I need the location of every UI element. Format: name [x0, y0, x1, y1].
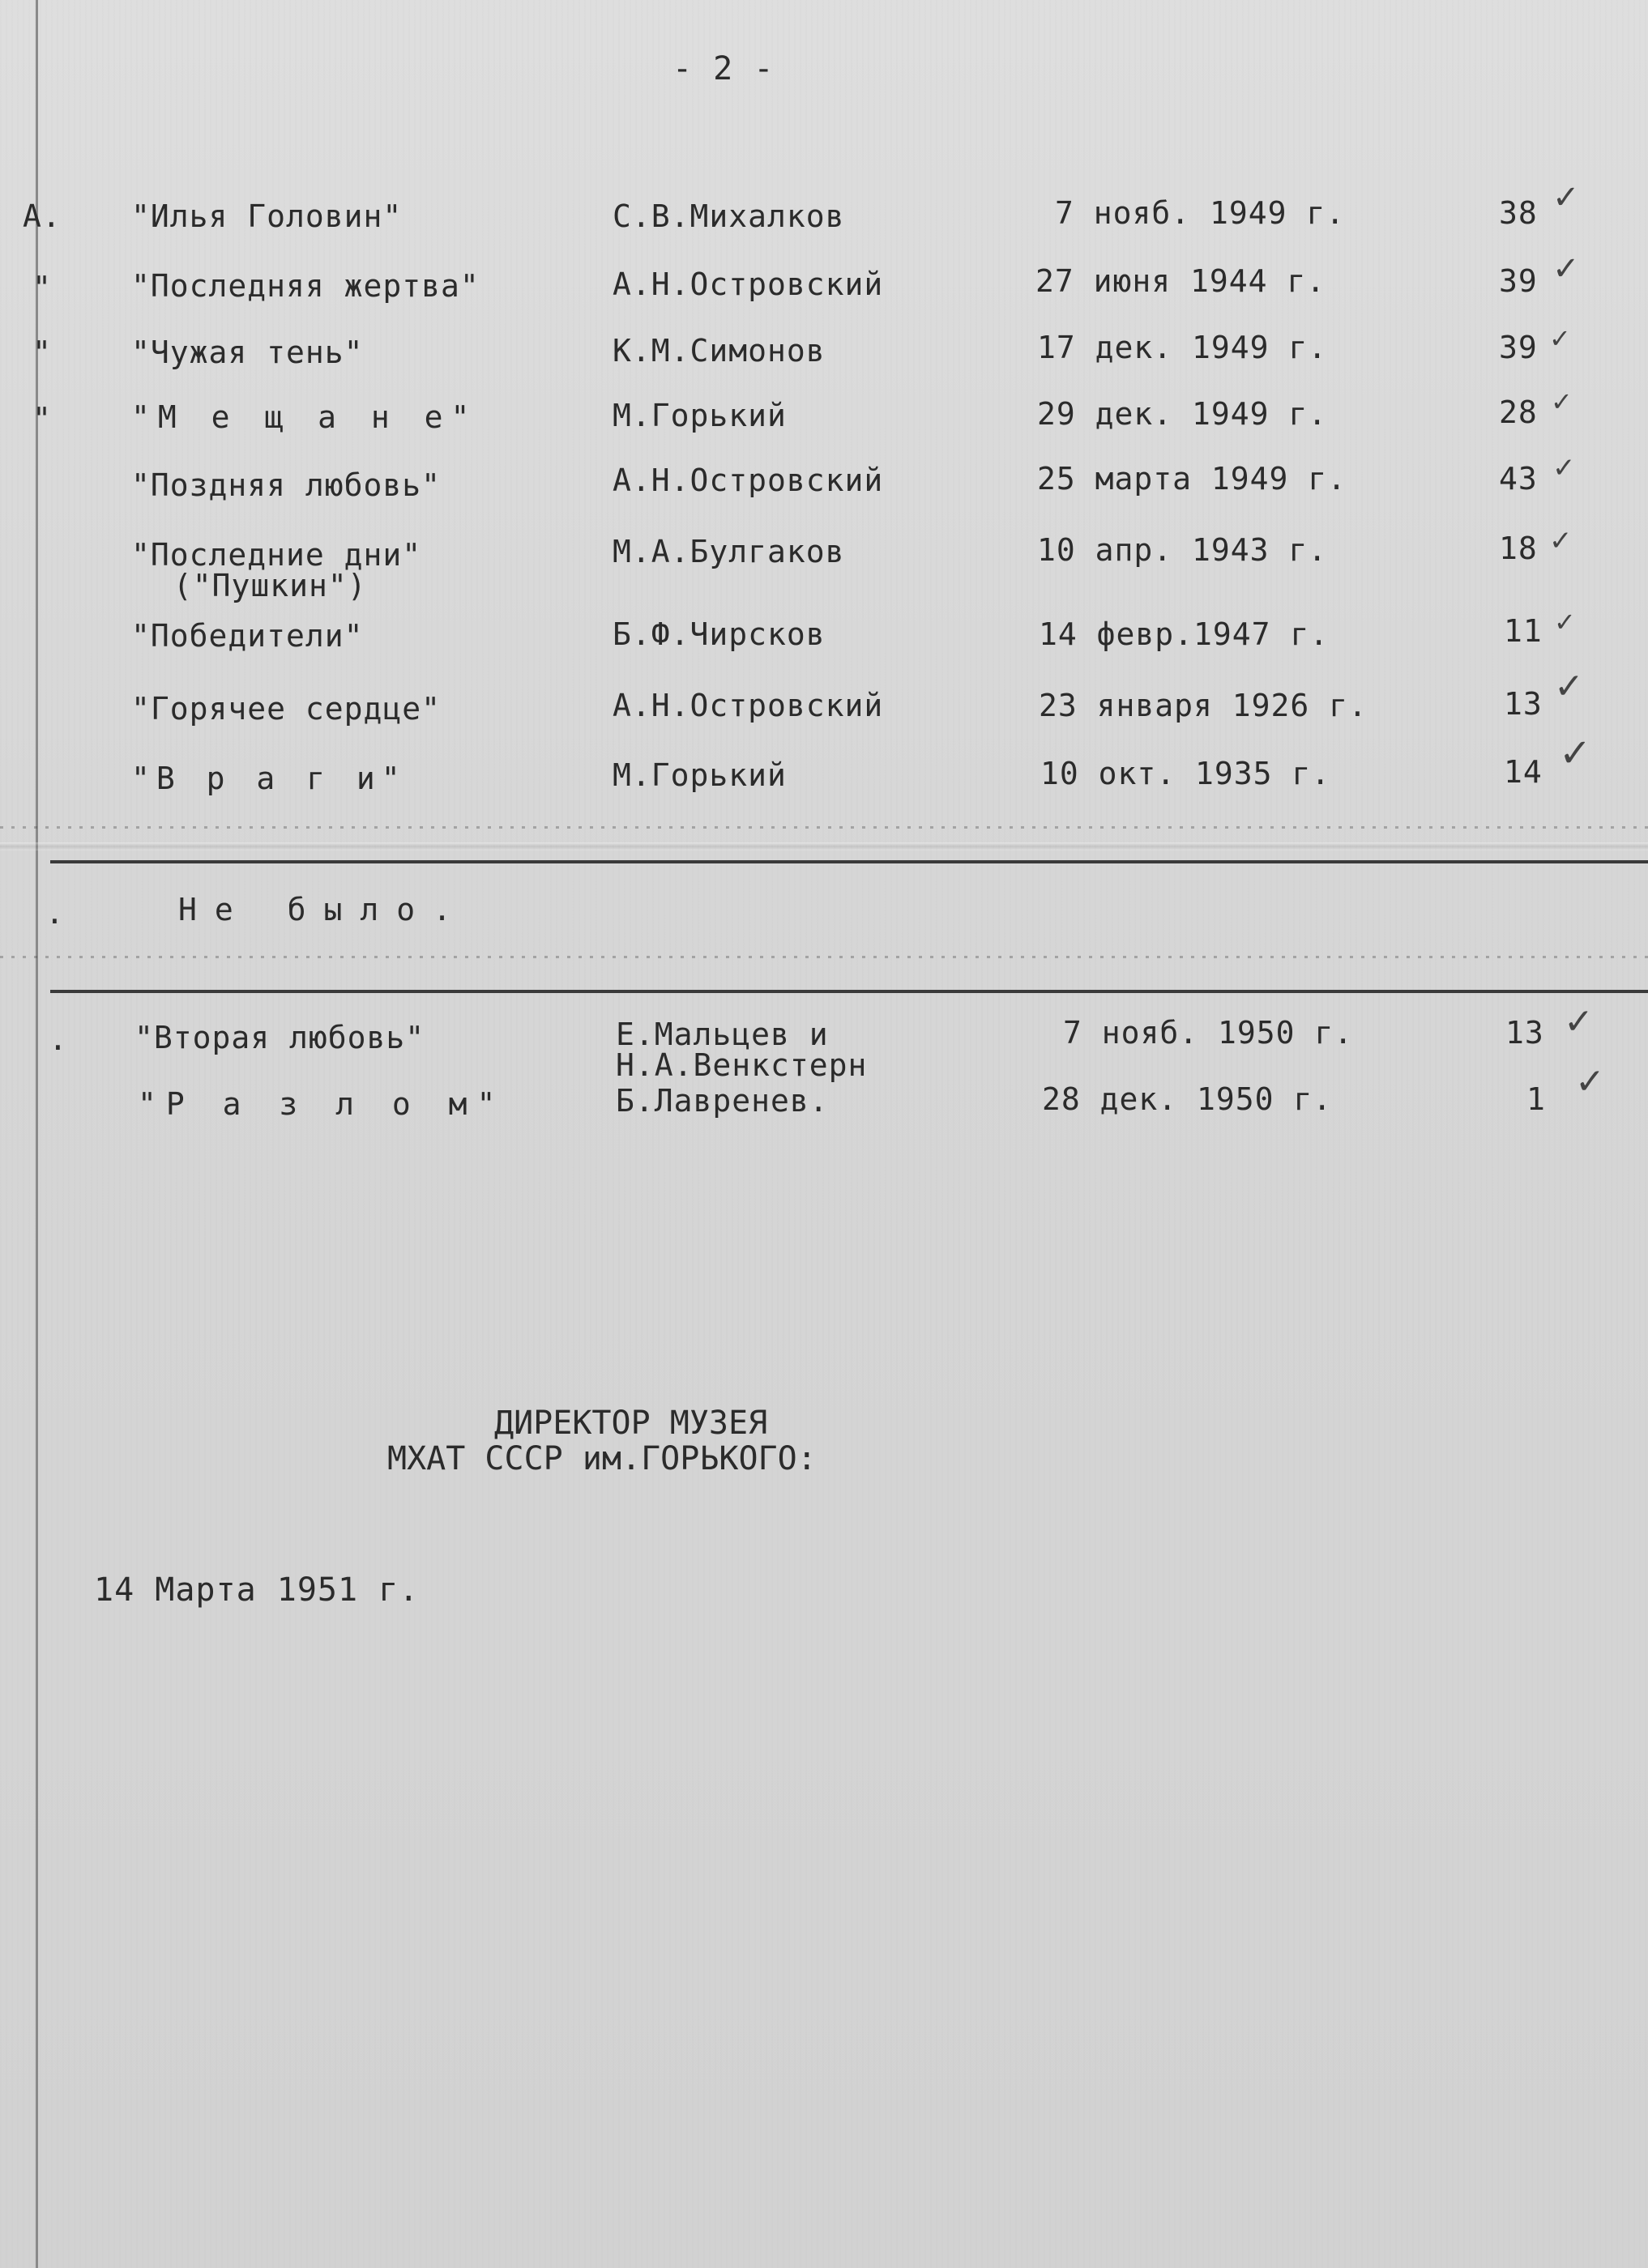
- premiere-date: 10 апр. 1943 г.: [1037, 532, 1328, 568]
- checkmark-icon: ✓: [1551, 386, 1573, 417]
- checkmark-icon: ✓: [1575, 1061, 1605, 1102]
- page-number: - 2 -: [672, 50, 775, 87]
- checkmark-icon: ✓: [1549, 525, 1573, 557]
- play-title: "Вторая любовь": [134, 1020, 425, 1055]
- no-entries-text: Не было.: [178, 892, 470, 927]
- checkmark-icon: ✓: [1554, 607, 1576, 637]
- play-title: "М е щ а н е": [131, 399, 478, 435]
- checkmark-icon: ✓: [1564, 1001, 1594, 1042]
- checkmark-icon: ✓: [1552, 250, 1580, 288]
- premiere-date: 23 января 1926 г.: [1039, 688, 1368, 723]
- play-title: "Илья Головин": [131, 198, 403, 234]
- play-author: С.В.Михалков: [613, 198, 845, 234]
- performance-count: 43: [1499, 461, 1538, 497]
- play-author: М.Горький: [613, 757, 787, 793]
- performance-count: 38: [1499, 195, 1538, 231]
- performance-count: 39: [1499, 263, 1538, 299]
- signing-date: 14 Марта 1951 г.: [94, 1571, 420, 1609]
- premiere-date: 28 дек. 1950 г.: [1042, 1081, 1333, 1117]
- play-author-second: Н.А.Венкстерн: [616, 1047, 868, 1083]
- performance-count: 13: [1504, 686, 1543, 722]
- performance-count: 11: [1504, 613, 1543, 649]
- section-divider: [50, 860, 1648, 863]
- premiere-date: 27 июня 1944 г.: [1035, 263, 1326, 299]
- play-author: Е.Мальцев и: [616, 1017, 829, 1052]
- section-divider: [50, 990, 1648, 993]
- play-author: Б.Лавренев.: [616, 1083, 829, 1119]
- checkmark-icon: ✓: [1549, 323, 1571, 354]
- premiere-date: 14 февр.1947 г.: [1039, 616, 1330, 652]
- ditto-mark: ": [32, 401, 52, 437]
- ditto-mark: ": [32, 335, 52, 370]
- premiere-date: 7 нояб. 1949 г.: [1055, 195, 1346, 231]
- play-title: "Р а з л о м": [138, 1086, 506, 1122]
- section-marker-c: .: [49, 1021, 68, 1057]
- play-author: А.Н.Островский: [613, 463, 884, 498]
- paper-fold: [0, 842, 1648, 850]
- premiere-date: 25 марта 1949 г.: [1037, 461, 1347, 497]
- play-title: "Последние дни": [131, 537, 422, 573]
- play-title: "В р а г и": [131, 761, 407, 796]
- performance-count: 39: [1499, 330, 1538, 365]
- section-marker-b: .: [45, 895, 65, 931]
- performance-count: 1: [1526, 1081, 1546, 1117]
- performance-count: 28: [1499, 394, 1538, 430]
- premiere-date: 17 дек. 1949 г.: [1037, 330, 1328, 365]
- play-author: А.Н.Островский: [613, 266, 884, 302]
- play-title: "Поздняя любовь": [131, 467, 442, 503]
- section-marker-a: А.: [23, 198, 62, 234]
- play-author: Б.Ф.Чирсков: [613, 616, 826, 652]
- checkmark-icon: ✓: [1559, 731, 1592, 776]
- play-title: "Чужая тень": [131, 335, 364, 370]
- signature-title-line2: МХАТ СССР им.ГОРЬКОГО:: [387, 1440, 817, 1477]
- play-author: М.А.Булгаков: [613, 534, 845, 569]
- checkmark-icon: ✓: [1552, 179, 1580, 216]
- play-title: "Горячее сердце": [131, 691, 442, 727]
- performance-count: 14: [1504, 754, 1543, 790]
- play-title: "Победители": [131, 618, 364, 654]
- performance-count: 13: [1505, 1015, 1544, 1051]
- faint-dotted-line: [0, 826, 1648, 829]
- play-author: М.Горький: [613, 398, 787, 433]
- premiere-date: 29 дек. 1949 г.: [1037, 396, 1328, 432]
- faint-dotted-line: [0, 956, 1648, 958]
- checkmark-icon: ✓: [1552, 452, 1576, 484]
- premiere-date: 10 окт. 1935 г.: [1040, 756, 1331, 791]
- play-author: К.М.Симонов: [613, 333, 826, 369]
- premiere-date: 7 нояб. 1950 г.: [1063, 1015, 1354, 1051]
- performance-count: 18: [1499, 531, 1538, 566]
- play-title: "Последняя жертва": [131, 268, 480, 304]
- checkmark-icon: ✓: [1554, 666, 1584, 707]
- ditto-mark: ": [32, 270, 52, 305]
- signature-title-line1: ДИРЕКТОР МУЗЕЯ: [494, 1405, 768, 1442]
- play-title-subtitle: ("Пушкин"): [154, 568, 367, 603]
- play-author: А.Н.Островский: [613, 688, 884, 723]
